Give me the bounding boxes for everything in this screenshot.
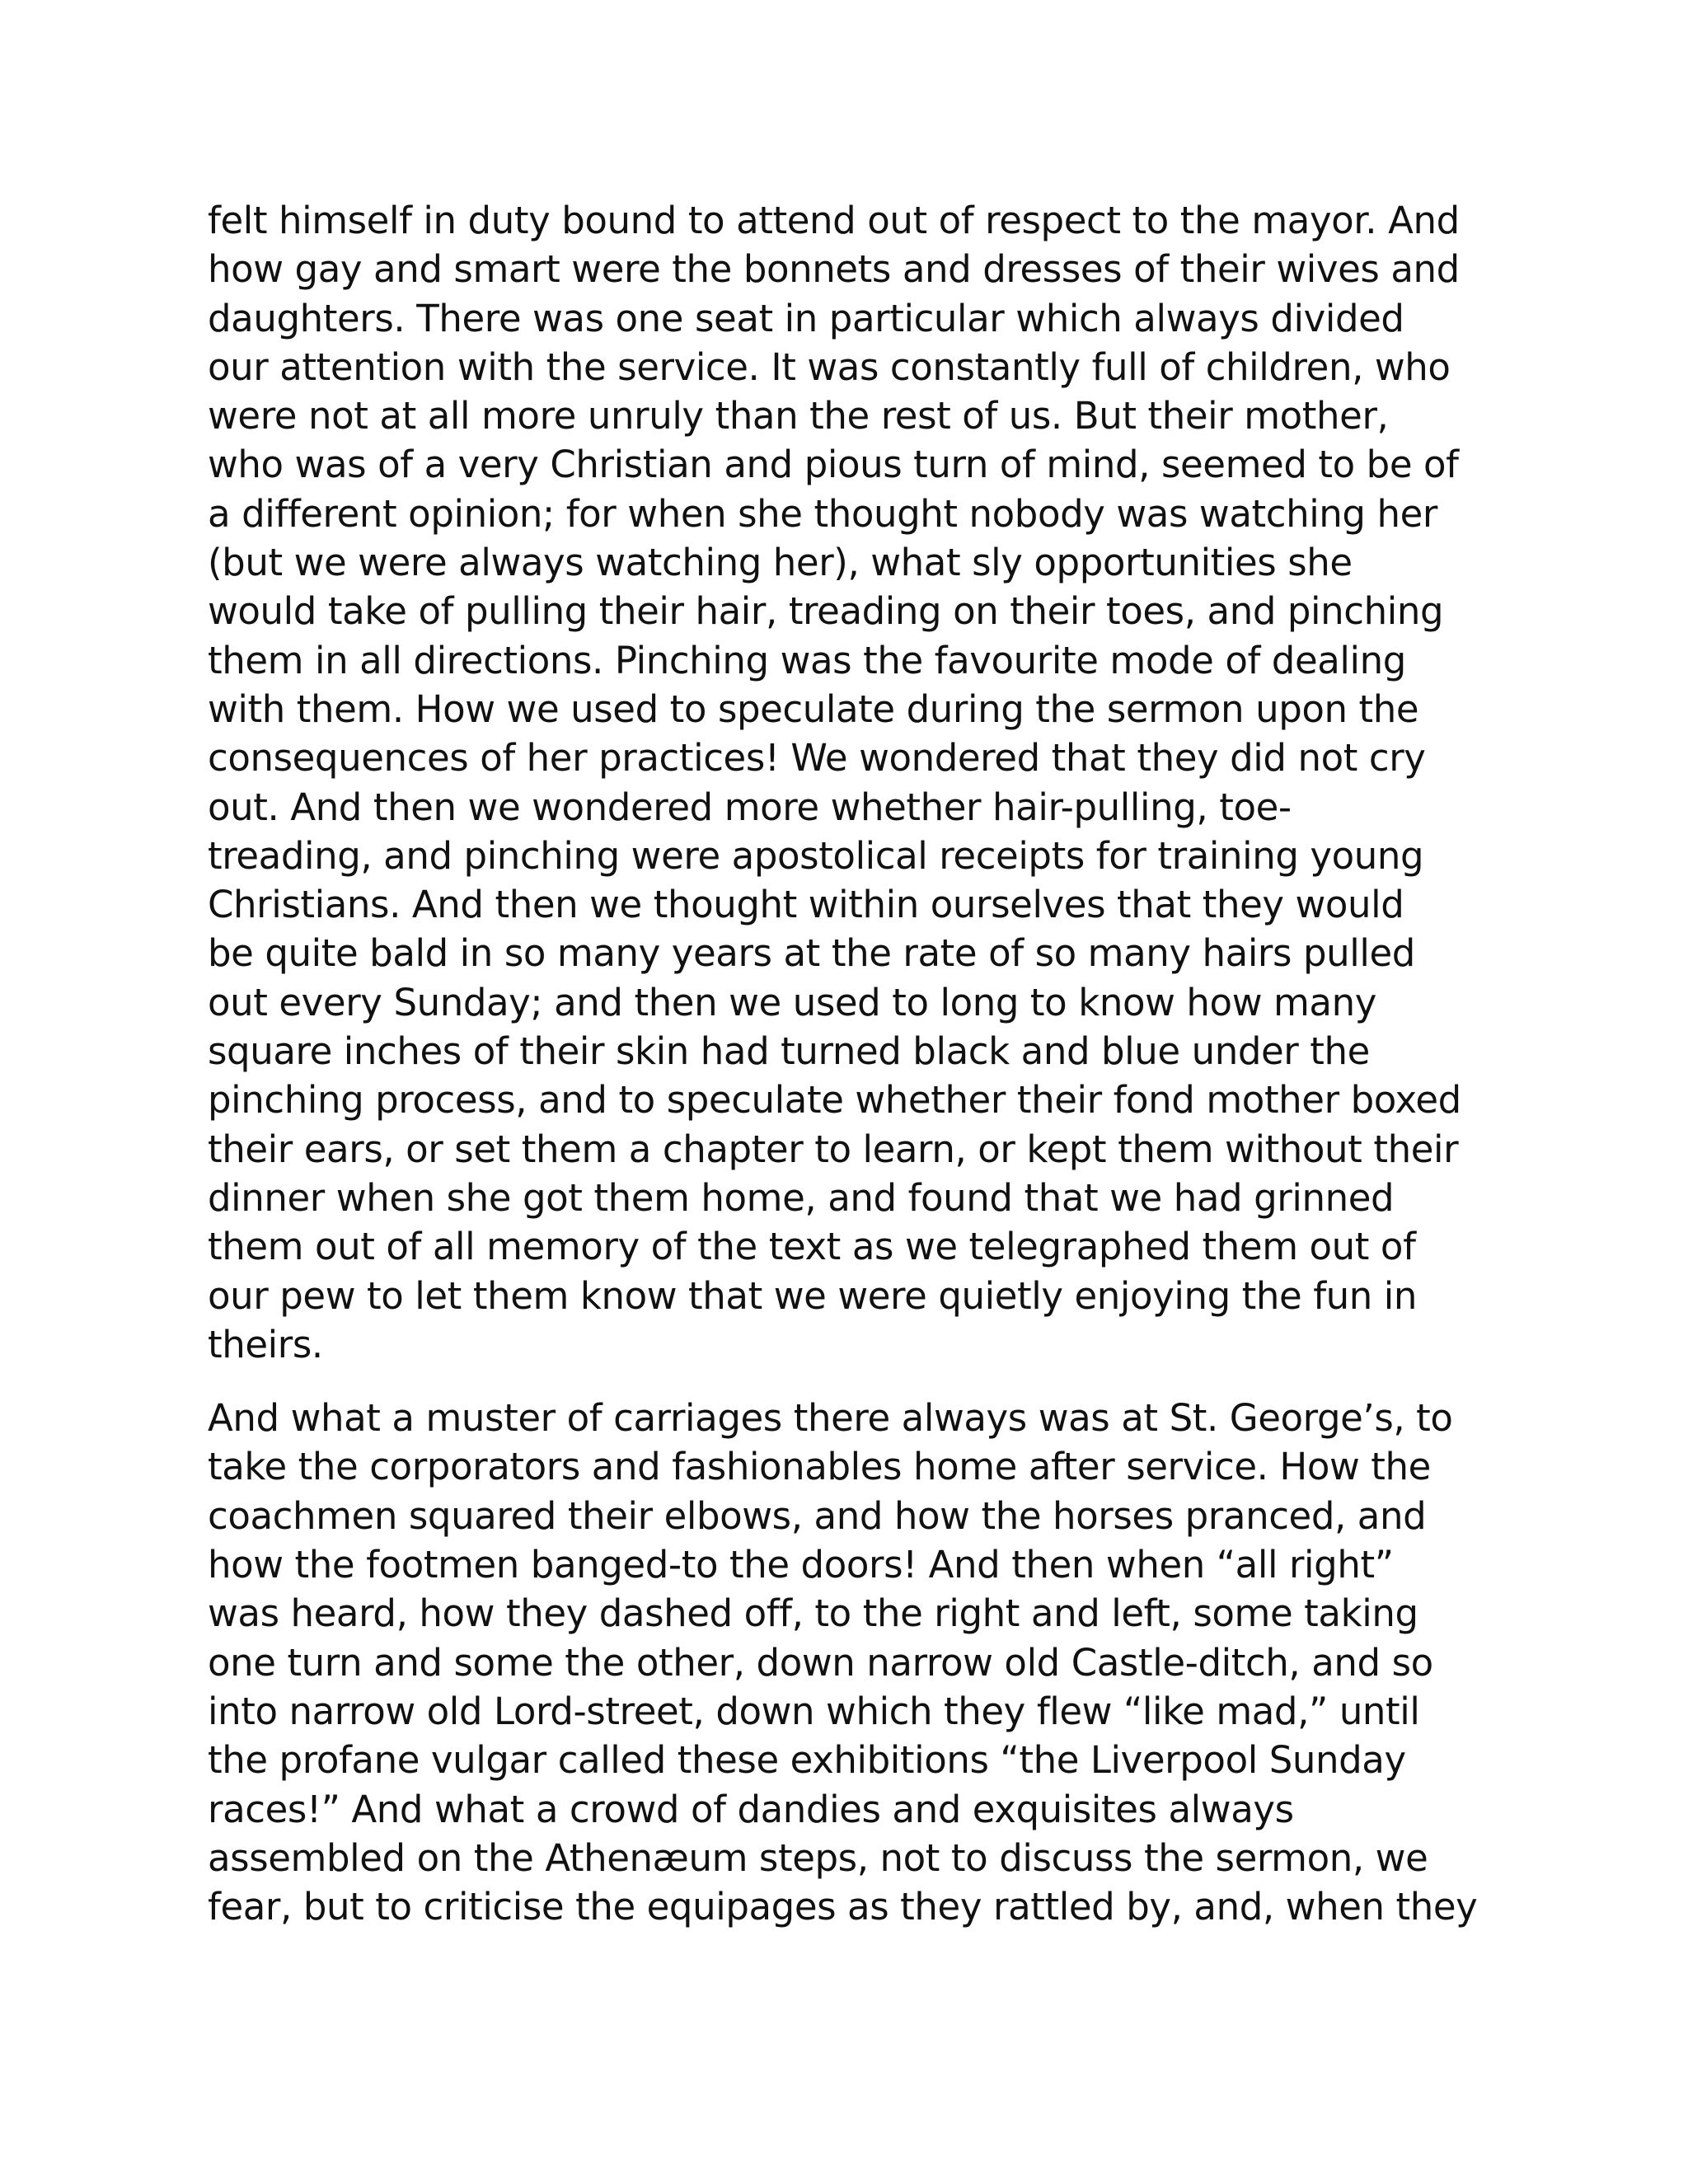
text-line: pinching process, and to speculate whether their fond mother boxed xyxy=(208,1078,1461,1122)
text-line: dinner when she got them home, and found that we had grinned xyxy=(208,1175,1395,1220)
text-line: our pew to let them know that we were quietly enjoying the fun in xyxy=(208,1273,1417,1318)
text-line: into narrow old Lord-street, down which they flew “like mad,” until xyxy=(208,1689,1420,1733)
text-line: consequences of her practices! We wondered that they did not cry xyxy=(208,736,1426,780)
paragraph-1 xyxy=(208,196,1493,1369)
text-line: out every Sunday; and then we used to long to know how many xyxy=(208,980,1376,1024)
text-line: felt himself in duty bound to attend out of respect to the mayor. And xyxy=(208,199,1460,242)
text-line: how gay and smart were the bonnets and dresses of their wives and xyxy=(208,247,1460,292)
text-line: assembled on the Athenæum steps, not to discuss the sermon, we xyxy=(208,1835,1428,1880)
text-line: was heard, how they dashed off, to the right and left, some taking xyxy=(208,1591,1418,1636)
text-line: our attention with the service. It was constantly full of children, who xyxy=(208,344,1451,389)
text-line: (but we were always watching her), what sly opportunities she xyxy=(208,541,1353,585)
text-line: a different opinion; for when she thought nobody was watching her xyxy=(208,491,1438,536)
text-line: who was of a very Christian and pious turn of mind, seemed to be of xyxy=(208,443,1459,487)
paragraph-2 xyxy=(208,1394,1493,1931)
text-line: take the corporators and fashionables home after service. How the xyxy=(208,1445,1431,1489)
text-line: And what a muster of carriages there always was at St. George’s, to xyxy=(208,1396,1453,1441)
text-line: races!” And what a crowd of dandies and exquisites always xyxy=(208,1787,1294,1831)
text-line: fear, but to criticise the equipages as they rattled by, and, when they xyxy=(208,1885,1478,1929)
text-line: them in all directions. Pinching was the favourite mode of dealing xyxy=(208,638,1406,682)
text-line: how the footmen banged-to the doors! And then when “all right” xyxy=(208,1543,1394,1587)
body-text xyxy=(208,196,1493,1931)
text-line: coachmen squared their elbows, and how the horses pranced, and xyxy=(208,1493,1427,1538)
text-line: with them. How we used to speculate during the sermon upon the xyxy=(208,687,1419,731)
text-line: daughters. There was one seat in particular which always divided xyxy=(208,296,1404,340)
text-line: the profane vulgar called these exhibitions “the Liverpool Sunday xyxy=(208,1738,1406,1783)
text-line: out. And then we wondered more whether hair-pulling, toe- xyxy=(208,785,1292,829)
text-line: theirs. xyxy=(208,1322,323,1366)
text-line: Christians. And then we thought within ourselves that they would xyxy=(208,883,1404,927)
text-line: were not at all more unruly than the rest of us. But their mother, xyxy=(208,394,1389,438)
text-line: one turn and some the other, down narrow old Castle-ditch, and so xyxy=(208,1640,1433,1685)
text-line: square inches of their skin had turned black and blue under the xyxy=(208,1029,1370,1074)
text-line: be quite bald in so many years at the rate of so many hairs pulled xyxy=(208,931,1415,976)
text-line: treading, and pinching were apostolical receipts for training young xyxy=(208,833,1424,878)
text-line: would take of pulling their hair, treading on their toes, and pinching xyxy=(208,589,1444,634)
text-line: them out of all memory of the text as we telegraphed them out of xyxy=(208,1225,1416,1269)
text-line: their ears, or set them a chapter to learn, or kept them without their xyxy=(208,1127,1459,1171)
